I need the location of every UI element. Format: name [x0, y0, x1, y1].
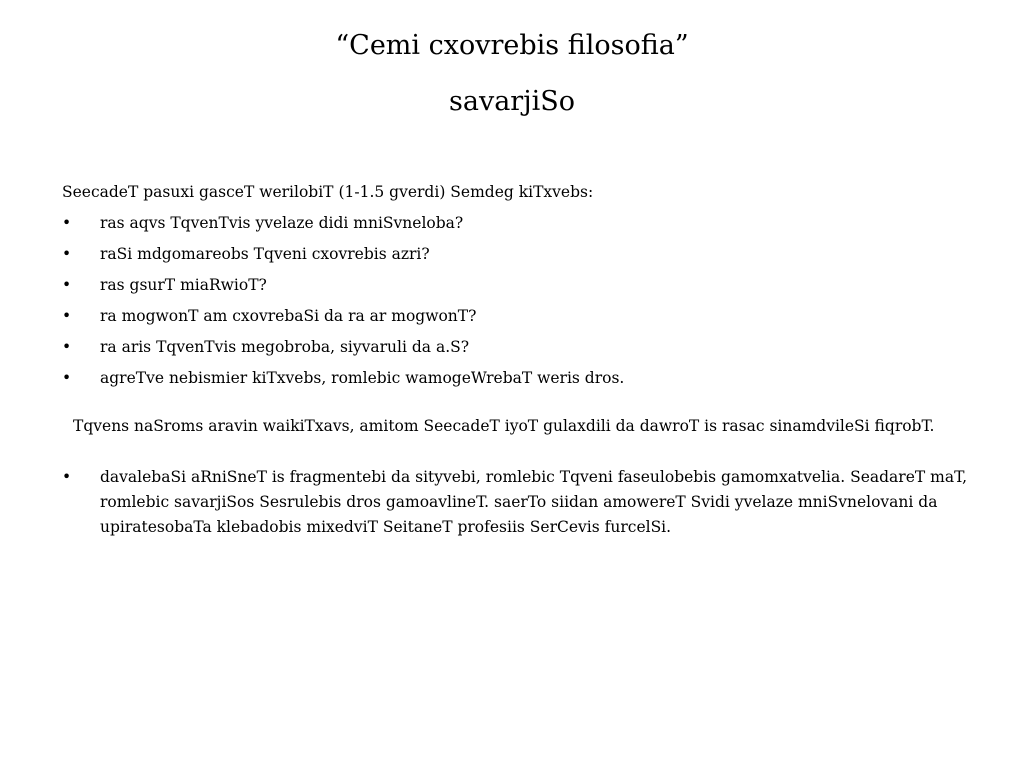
question-item: [62, 335, 972, 360]
bullet-icon: •: [62, 276, 72, 294]
bullet-icon: •: [62, 338, 72, 356]
instruction-paragraph: Tqvens naSroms aravin waikiTxavs, amitom SeecadeT iyoT gulaxdili da dawroT is rasac sinamdvileSi fiqrobT.: [73, 417, 935, 435]
question-text: ras aqvs TqvenTvis yvelaze didi mniSvneloba?: [100, 214, 464, 232]
bullet-icon: •: [62, 307, 72, 325]
task-text: davalebaSi aRniSneT is fragmentebi da sityvebi, romlebic Tqveni faseulobebis gamomxatvelia. SeadareT maT, romlebic savarjiSos Sesrulebis dros gamoavlineT. saerTo siidan amowereT Svidi yvelaze mniSvnelovani da upiratesobaTa klebadobis mixedviT SeitaneT profesiis SerCevis furcelSi.: [100, 468, 968, 536]
question-item: [62, 242, 972, 267]
slide-content: [62, 180, 972, 540]
bullet-icon: •: [62, 468, 72, 486]
bullet-icon: •: [62, 245, 72, 263]
question-item: [62, 304, 972, 329]
title-line-sub: savarjiSo: [449, 86, 575, 117]
question-text: agreTve nebismier kiTxvebs, romlebic wamogeWrebaT weris dros.: [100, 369, 625, 387]
question-item: [62, 273, 972, 298]
question-text: ra aris TqvenTvis megobroba, siyvaruli da a.S?: [100, 338, 470, 356]
bullet-icon: •: [62, 214, 72, 232]
question-item: [62, 366, 972, 391]
task-list: [62, 465, 972, 540]
task-item: [62, 465, 972, 540]
intro-text: SeecadeT pasuxi gasceT werilobiT (1-1.5 gverdi) Semdeg kiTxvebs:: [62, 183, 594, 201]
question-text: ra mogwonT am cxovrebaSi da ra ar mogwonT?: [100, 307, 477, 325]
question-item: [62, 211, 972, 236]
question-text: ras gsurT miaRwioT?: [100, 276, 267, 294]
slide-title: [0, 30, 1024, 118]
bullet-icon: •: [62, 369, 72, 387]
title-line-main: “Cemi cxovrebis filosofia”: [335, 30, 689, 61]
question-list: [62, 211, 972, 391]
question-text: raSi mdgomareobs Tqveni cxovrebis azri?: [100, 245, 430, 263]
